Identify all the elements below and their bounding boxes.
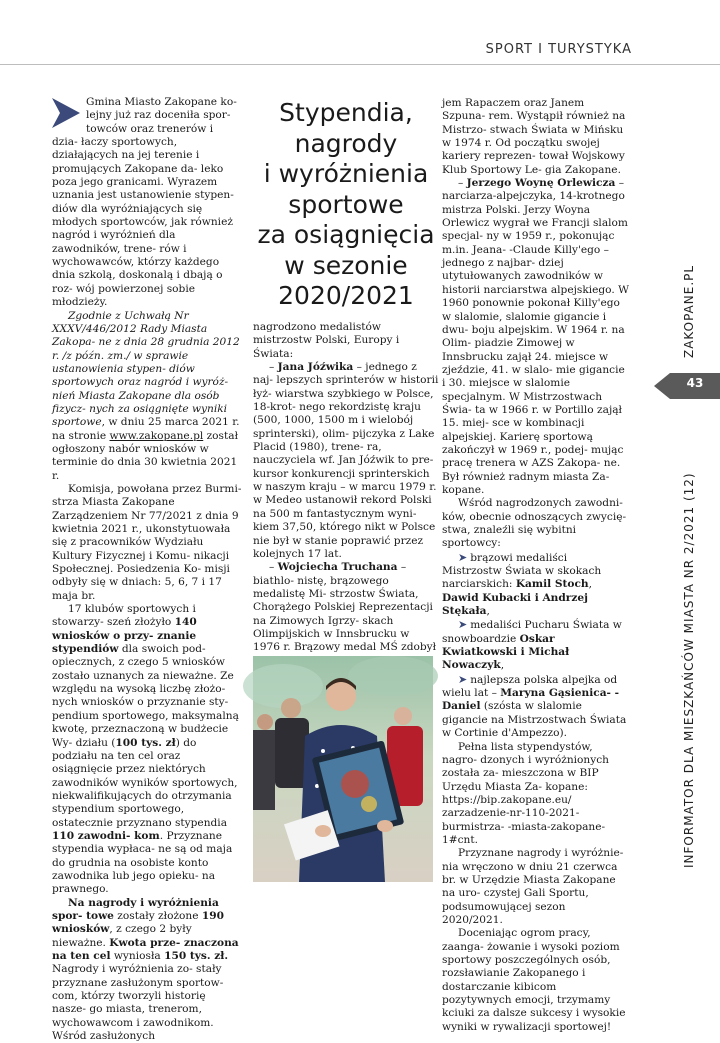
- full-list-paragraph: Pełna lista stypendystów, nagro- dzonych i wyróżnionych została za- mieszczona w BIP Urzędu Miasta Za- kopane: https://bip.zakopane.eu/ zarzadzenie-nr-110-2021-burmistrza- -miasta-zakopane-1#cnt.: [442, 740, 609, 846]
- chevron-right-icon: ➤: [458, 618, 468, 632]
- list-item: ➤ medaliści Pucharu Świata w snowboardzie Oskar Kwiatkowski i Michał Nowaczyk,: [442, 618, 622, 672]
- page-number: 43: [686, 376, 704, 390]
- chevron-right-icon: ➤: [458, 672, 468, 686]
- article-column-left: [52, 96, 242, 1043]
- gala-paragraph: Przyznane nagrody i wyróżnie- nia wręczono w dniu 21 czerwca br. w Urzędzie Miasta Zakopane na uro- czystej Gali Sportu, podsumowującej sezon 2020/2021.: [442, 847, 624, 926]
- medalists-intro: nagrodzono medalistów mistrzostw Polski, Europy i Świata:: [253, 321, 400, 360]
- article-headline: Stypendia, nagrody i wyróżnienia sportowe za osiągnięcia w sezonie 2020/2021: [257, 98, 435, 310]
- chevron-right-icon: [52, 98, 80, 128]
- scholarships-paragraph: 17 klubów sportowych i stowarzy- szeń złożyło 140 wniosków o przy- znanie stypendiów dla swoich pod- opiecznych, z czego 5 wniosków zostało uznanych za nieważne. Ze względu na wysoką liczbę złożo- nych wniosków o przyznanie sty- pendium sportowego, maksymalną kwotę, przeznaczoną w budżecie Wy- działu (100 tys. zł) do podziału na ten cel oraz osiągnięcie przez niektórych zawodników wyników sportowych, niekwalifikujących do otrzymania stypendium sportowego, ostatecznie przyznano stypendia 110 zawodni- kom. Przyznane stypendia wypłaca- ne są od maja do grudnia na osobiste konto zawodnika lub jego opieku- na prawnego.: [52, 603, 239, 896]
- section-title: SPORT I TURYSTYKA: [485, 42, 632, 57]
- intro-paragraph: Gmina Miasto Zakopane ko- lejny już raz doceniła spor- towców oraz trenerów i dzia- łaczy sportowych, działających na jej terenie i promujących Zakopane da- leko poza jego granicami. Wyrazem uznania jest ustanowienie stypen- diów dla wyróżniających się młodych sportowców, jak również nagród i wyróżnień dla zawodników, trene- rów i wychowawców, którzy każdego dnia szkolą, doskonalą i dbają o roz- wój powierzonej sobie młodzieży.: [52, 96, 237, 309]
- truchan-paragraph: – Wojciecha Truchana – biathlo- nistę, brązowego medalistę Mi- strzostw Świata, Chorążego Polskiej Reprezentacji na Zimowych Igrzy- skach Olimpijskich w Innsbrucku w 1976 r. Brązowy medal MŚ zdobył: [253, 561, 437, 654]
- awards-paragraph: Na nagrody i wyróżnienia spor- towe zostały złożone 190 wniosków, z czego 2 były nieważne. Kwota prze- znaczona na ten cel wyniosła 150 tys. zł. Nagrody i wyróżnienia zo- stały przyznane zasłużonym sportow- com, którzy tworzyli historię nasze- go miasta, trenerom, wychowawcom i zawodnikom. Wśród zasłużonych: [52, 896, 239, 1043]
- website-link[interactable]: www.zakopane.pl: [109, 429, 204, 442]
- header-divider: [0, 64, 720, 65]
- site-name: ZAKOPANE.PL: [682, 264, 696, 358]
- article-column-middle: [253, 321, 439, 695]
- chevron-right-icon: ➤: [458, 550, 468, 564]
- woyna-paragraph: – Jerzego Woynę Orlewicza – narciarza-alpejczyka, 14-krotnego mistrza Polski. Jerzy Woyna Orlewicz wygrał we Francji slalom specjal- ny w 1959 r., pokonując m.in. Jeana- -Claude Killy'ego – jednego z najbar- dziej utytułowanych zawodników w historii narciarstwa alpejskiego. W 1960 ponownie pokonał Killy'ego w slalomie, slalomie gigancie i dwu- boju alpejskim. W 1964 r. na Olim- piadzie Zimowej w Innsbrucku zajął 24. miejsce w zjeździe, 41. w slalo- mie gigancie i 30. miejsce w slalomie specjalnym. W Mistrzostwach Świa- ta w 1966 r. w Portillo zajął 15. miej- sce w kombinacji alpejskiej. Karierę sportową zakończył w 1969 r., podej- mując pracę trenera w AZS Zakopa- ne. Był również radnym miasta Za- kopane.: [442, 177, 629, 496]
- page-header: [0, 0, 720, 64]
- article-column-right: [442, 97, 629, 1034]
- closing-paragraph: Doceniając ogrom pracy, zaanga- żowanie i wysoki poziom sportowy poszczególnych osób, rozsławianie Zakopanego i dostarczanie kibicom pozytywnych emocji, trzymamy kciuki za dalsze sukcesy i wysokie wyniki w rywalizacji sportowej!: [442, 927, 626, 1033]
- resolution-paragraph: Zgodnie z Uchwałą Nr XXXV/446/2012 Rady Miasta Zakopa- ne z dnia 28 grudnia 2012 r. /z późn. zm./ w sprawie ustanowienia stypen- diów sportowych oraz nagród i wyróż- nień Miasta Zakopane dla osób fizycz- nych za osiągnięte wyniki sportowe, w dniu 25 marca 2021 r. na stronie www.zakopane.pl został ogłoszony nabór wniosków w terminie do dnia 30 kwietnia 2021 r.: [52, 309, 240, 482]
- jozwik-paragraph: – Jana Jóźwika – jednego z naj- lepszych sprinterów w historii łyż- wiarstwa szybkiego w Polsce, 18-krot- nego rekordzistę kraju (500, 1000, 1500 m i wielobój sprinterski), olim- pijczyka z Lake Placid (1980), trene- ra, nauczyciela wf. Jan Jóźwik to pre- kursor konkurencji sprinterskich w naszym kraju – w marcu 1979 r. w Medeo ustanowił rekord Polski na 500 m fantastycznym wyni- kiem 37,50, którego nikt w Polsce nie był w stanie poprawić przez kolejnych 17 lat.: [253, 361, 439, 560]
- list-item: ➤ brązowi medaliści Mistrzostw Świata w skokach narciarskich: Kamil Stoch, Dawid Kubacki i Andrzej Stękała,: [442, 550, 602, 618]
- truchan-continuation: jem Rapaczem oraz Janem Szpuna- rem. Wystąpił również na Mistrzo- stwach Świata w Mińsku w 1974 r. Od początku swojej kariery reprezen- tował Wojskowy Klub Sportowy Le- gia Zakopane.: [442, 97, 626, 176]
- athletes-intro: Wśród nagrodzonych zawodni- ków, obecnie odnoszących zwycię- stwa, znaleźli się wybitni sportowcy:: [442, 497, 627, 550]
- award-ceremony-photo: [253, 656, 433, 882]
- committee-paragraph: Komisja, powołana przez Burmi- strza Miasta Zakopane Zarządzeniem Nr 77/2021 z dnia 9 kwietnia 2021 r., ukonstytuowała się z pracowników Wydziału Kultury Fizycznej i Komu- nikacji Społecznej. Posiedzenia Ko- misji odbyły się w dniach: 5, 6, 7 i 17 maja br.: [52, 482, 242, 602]
- issue-info: INFORMATOR DLA MIESZKAŃCÓW MIASTA NR 2/2021 (12): [682, 472, 696, 868]
- list-item: ➤ najlepsza polska alpejka od wielu lat – Maryna Gąsienica- -Daniel (szósta w slalomie gigancie na Mistrzostwach Świata w Cortinie d'Ampezzo).: [442, 672, 627, 740]
